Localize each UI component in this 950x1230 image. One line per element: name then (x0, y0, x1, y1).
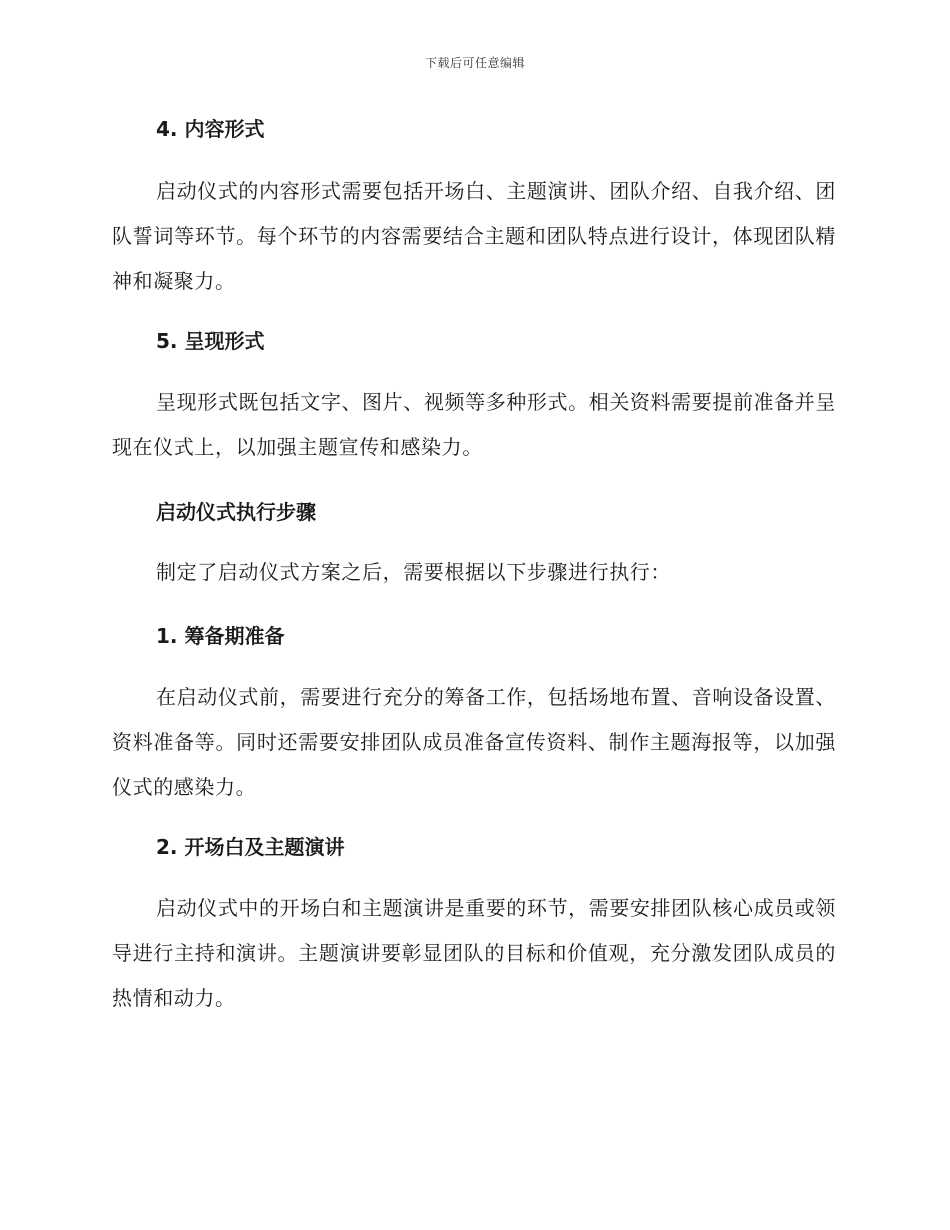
paragraph-content-form: 启动仪式的内容形式需要包括开场白、主题演讲、团队介绍、自我介绍、团队誓词等环节。每个环节的内容需要结合主题和团队特点进行设计，体现团队精神和凝聚力。 (112, 179, 836, 293)
header-note: 下载后可任意编辑 (424, 56, 525, 70)
paragraph-preparation: 在启动仪式前，需要进行充分的筹备工作，包括场地布置、音响设备设置、资料准备等。同时还需要安排团队成员准备宣传资料、制作主题海报等，以加强仪式的感染力。 (112, 685, 836, 799)
section-heading-execution-steps: 启动仪式执行步骤 (156, 500, 316, 524)
paragraph-presentation-form: 呈现形式既包括文字、图片、视频等多种形式。相关资料需要提前准备并呈现在仪式上，以加强主题宣传和感染力。 (112, 390, 836, 459)
section-heading-content-form: 4. 内容形式 (156, 117, 265, 141)
section-heading-preparation: 1. 筹备期准备 (156, 624, 285, 648)
section-heading-presentation-form: 5. 呈现形式 (156, 329, 265, 353)
paragraph-execution-intro: 制定了启动仪式方案之后，需要根据以下步骤进行执行： (156, 560, 671, 584)
paragraph-opening-speech: 启动仪式中的开场白和主题演讲是重要的环节，需要安排团队核心成员或领导进行主持和演讲。主题演讲要彰显团队的目标和价值观，充分激发团队成员的热情和动力。 (112, 896, 836, 1010)
document-body (112, 112, 836, 1021)
section-heading-opening-speech: 2. 开场白及主题演讲 (156, 835, 345, 859)
